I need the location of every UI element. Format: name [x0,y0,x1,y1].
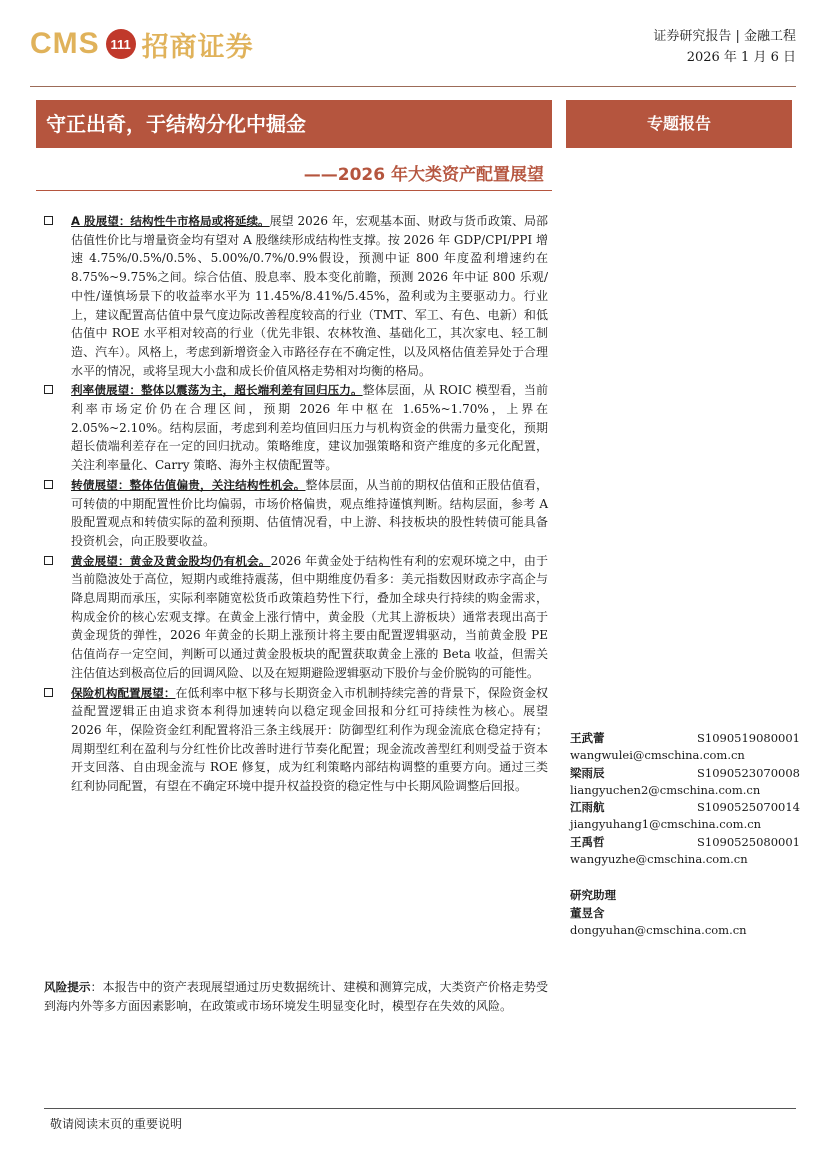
report-date: 2026 年 1 月 6 日 [686,50,796,65]
analyst-name: 王武蕾 [570,731,605,745]
analyst-entry [570,765,800,800]
analyst-name: 王禹哲 [570,834,605,849]
logo-cms-text: CMS [30,27,100,60]
company-logo [30,22,254,66]
section-gold [44,552,548,683]
section-text: 在低利率中枢下移与长期资金入市机制持续完善的背景下，保险资金权益配置逻辑正由追求资本利得加速转向以稳定现金回报和分红可持续性为核心。展望 2026 年，保险资金红利配置将沿三条主线展开：防御型红利作为现金流底仓稳定持有；周期型红利在盈利与分红性价比改善时进行节奏化配置；现金流改善型红利则受益于资本开支回落、自由现金流与 ROE 修复，成为红利策略内部结构调整的重要方向。通过三类红利协同配置，有望在不确定环境中提升权益投资的稳定性与中长期风险调整后回报。 [71,685,548,794]
analyst-entry [570,799,800,834]
analyst-email[interactable]: wangwulei@cmschina.com.cn [570,748,745,763]
analyst-cert: S1090523070008 [697,765,800,780]
report-subtitle: ——2026 年大类资产配置展望 [303,165,544,185]
section-lead: 保险机构配置展望： [71,685,176,700]
risk-warning [44,978,548,1016]
risk-label: 风险提示 [44,980,91,994]
analyst-email[interactable]: wangyuzhe@cmschina.com.cn [570,852,748,867]
analyst-name: 江雨航 [570,800,605,815]
analyst-email[interactable]: jiangyuhang1@cmschina.com.cn [570,817,762,832]
analyst-email[interactable]: liangyuchen2@cmschina.com.cn [570,782,761,797]
section-text: 整体层面，从 ROIC 模型看，当前利率市场定价仍在合理区间，预期 2026 年中枢在 1.65%~1.70%，上界在 2.05%~2.10%。结构层面，考虑到利差均值回归压力与机构资金的供需力量变化，预期超长债端利差存在一定的回归扰动。策略维度，建议加强策略和资产维度的多元化配置，关注利率量化、Carry 策略、海外主权债配置等。 [71,383,548,473]
report-meta [653,26,796,68]
risk-text: ：本报告中的资产表现展望通过历史数据统计、建模和测算完成，大类资产价格走势受到海内外等多方面因素影响，在政策或市场环境发生明显变化时，模型存在失效的风险。 [44,980,548,1013]
analyst-list [570,730,800,939]
section-text: 2026 年黄金处于结构性有利的宏观环境之中，由于当前隐波处于高位，短期内或维持震荡，但中期维度仍看多：美元指数因财政赤字高企与降息周期而承压，实际利率随宽松货币政策趋势性下行，叠加全球央行持续的购金需求，构成金价的核心宏观支撑。在黄金上涨行情中，黄金股（尤其上游板块）通常表现出高于黄金现货的弹性，2026 年黄金的长期上涨预计将主要由配置逻辑驱动，当前黄金股 PE 估值尚存一定空间，判断可以通过黄金股板块的配置获取黄金上涨的 Beta 收益，但需关注估值达到极高位后的回调风险、以及在短期避险逻辑驱动下股价与金价脱钩的可能性。 [71,553,548,680]
analyst-entry [570,730,800,765]
report-type-tag: 专题报告 [566,100,792,148]
analyst-cert: S1090525070014 [697,800,800,815]
section-lead: A 股展望：结构性牛市格局或将延续。 [71,214,270,228]
section-rates [44,381,548,475]
checkbox-bullet-icon [44,480,53,489]
analyst-name: 梁雨辰 [570,765,605,780]
summary-body [44,212,548,797]
logo-company-name: 招商证券 [141,31,254,63]
section-a-share [44,212,548,380]
checkbox-bullet-icon [44,385,53,394]
section-text: 整体层面，从当前的期权估值和正股估值看，可转债的中期配置性价比均偏弱，市场价格偏贵，观点维持谨慎判断。结构层面，参考 A 股配置观点和转债实际的盈利预期、估值情况看，中上游、科技板块的股性转债可能具备投资机会，向正股要收益。 [71,477,548,548]
section-text: 展望 2026 年，宏观基本面、财政与货币政策、局部估值性价比与增量资金均有望对 A 股继续形成结构性支撑。按 2026 年 GDP/CPI/PPI 增速 4.75%/0.5%/0.5%、5.00%/0.7%/0.9%假设，预测中证 800 年度盈利增速约在 8.75%~9.75%之间。综合估值、股息率、股本变化前瞻，预测 2026 年中证 800 乐观/中性/谨慎场景下的收益率水平为 11.45%/8.41%/5.45%，盈利或为主要驱动力。行业上，建议配置高估值中景气度边际改善程度较高的行业（TMT、军工、有色、电新）和低估值中 ROE 水平相对较高的行业（优先非银、农林牧渔、基础化工，其次家电、轻工制造、汽车）。风格上，考虑到新增资金入市路径存在不确定性，以及风格估值差异处于合理水平的情况，或将呈现大小盘和成长价值风格走势相对均衡的格局。 [71,214,548,378]
analyst-cert: S1090519080001 [697,731,800,745]
section-convertibles [44,476,548,551]
assistant-title: 研究助理 [570,888,616,903]
section-lead: 黄金展望：黄金及黄金股均仍有机会。 [71,553,271,568]
report-title: 守正出奇，于结构分化中掘金 [36,100,552,148]
section-lead: 利率债展望：整体以震荡为主，超长端利差有回归压力。 [71,383,363,398]
footer-note: 敬请阅读末页的重要说明 [50,1117,183,1131]
section-lead: 转债展望：整体估值偏贵，关注结构性机会。 [71,477,306,492]
checkbox-bullet-icon [44,216,53,225]
assistant-email[interactable]: dongyuhan@cmschina.com.cn [570,922,747,937]
report-category: 证券研究报告 | 金融工程 [653,29,796,44]
header-divider [30,86,796,87]
analyst-entry [570,834,800,869]
checkbox-bullet-icon [44,688,53,697]
assistant-name: 董昱含 [570,905,605,920]
footer-divider [44,1108,796,1109]
analyst-cert: S1090525080001 [697,834,800,849]
subtitle-divider [36,190,552,191]
logo-emblem-icon: 111 [106,29,136,59]
section-insurance [44,684,548,796]
checkbox-bullet-icon [44,556,53,565]
